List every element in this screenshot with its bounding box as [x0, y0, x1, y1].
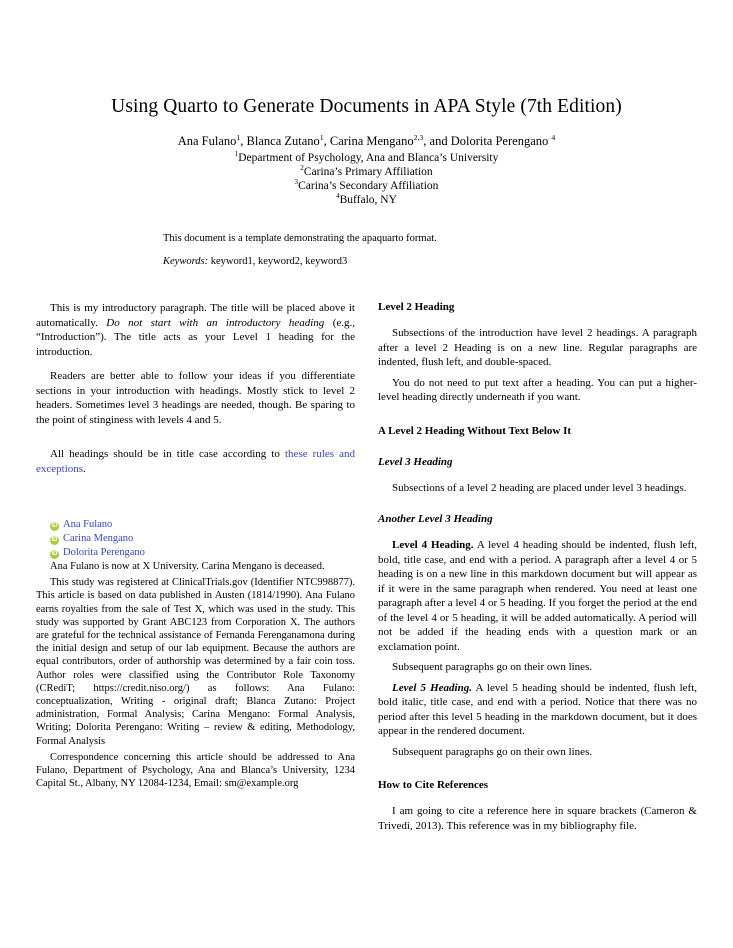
paper-title: Using Quarto to Generate Documents in APA Style (7th Edition): [111, 96, 622, 117]
two-column-body: [36, 301, 697, 839]
author-line: [36, 134, 697, 149]
orcid-author-link-2[interactable]: Carina Mengano: [63, 533, 134, 544]
orcid-author-link-1[interactable]: Ana Fulano: [63, 519, 113, 530]
right-column: [378, 301, 697, 839]
author-4-affil-sup: 4: [551, 132, 556, 142]
intro-paragraph-3: All headings should be in title case according to these rules and exceptions.: [36, 448, 355, 475]
level2-paragraph-1: Subsections of the introduction have level 2 headings. A paragraph after a level 2 Heading is on a new line. Regular paragraphs are indented, flush left, and double-spaced.: [378, 327, 697, 368]
orcid-author-link-3[interactable]: Dolorita Perengano: [63, 547, 145, 558]
author-note-paragraph-2: This study was registered at ClinicalTrials.gov (Identifier NTC998877). This article is based on data published in Austen (1814/1990). Ana Fulano earns royalties from the sale of Test X, which was used in the study. This study was supported by Grant ABC123 from Corporation X. The authors are grateful for the technical assistance of Fernanda Ferenganamona during the initial design and setup of our lab equipment. Because the authors are equal contributors, order of authorship was determined by a fair coin toss. Author roles were classified using the Contributor Role Taxonomy (CRediT; https://credit.niso.org/) as follows: Ana Fulano: conceptualization, Writing - original draft; Blanca Zutano: Project administration, Formal Analysis; Carina Mengano: Formal Analysis, Writing; Dolorita Perengano: Writing – review & editing, Methodology, Formal Analysis: [36, 577, 355, 747]
cite-paragraph: I am going to cite a reference here in square brackets (Cameron & Trivedi, 2013). This reference was in my bibliography file.: [378, 805, 697, 832]
heading-level-2-no-text: A Level 2 Heading Without Text Below It: [378, 424, 572, 437]
keywords-list: keyword1, keyword2, keyword3: [208, 256, 348, 267]
level5-runin-heading: Level 5 Heading.: [392, 681, 472, 694]
author-2: Blanca Zutano$^1$,: [246, 132, 330, 148]
affiliation-2: $^2$Carina’s Primary Affiliation: [300, 164, 433, 178]
author-3-affil-sup: 2,3: [413, 132, 424, 142]
orcid-icon: iD: [51, 551, 58, 557]
author-3: Carina Mengano$^{2,3}$, and: [329, 132, 451, 148]
keywords-line: [163, 256, 697, 267]
author-4: Dolorita Perengano $^4$: [450, 132, 556, 148]
affiliation-1: $^1$Department of Psychology, Ana and Blanca’s University: [234, 150, 499, 164]
author-note-paragraph-3: Correspondence concerning this article should be addressed to Ana Fulano, Department of Psychology, Ana and Blanca’s University, 1234 Capital St., Albany, NY 12084-1234, Email: sm@example.org: [36, 751, 355, 790]
orcid-entry-3: [50, 546, 355, 560]
affiliation-list: [36, 151, 697, 207]
keywords-label: Keywords:: [163, 256, 209, 267]
affiliation-3: $^3$Carina’s Secondary Affiliation: [294, 178, 439, 192]
heading-level-3-another: Another Level 3 Heading: [378, 513, 493, 525]
level4-runin-heading: Level 4 Heading.: [392, 539, 474, 551]
level2-paragraph-2: You do not need to put text after a heading. You can put a higher-level heading directly underneath if you want.: [378, 376, 697, 403]
abstract-text: This document is a template demonstrating the apaquarto format.: [163, 233, 437, 244]
heading-level-3: Level 3 Heading: [378, 455, 453, 468]
orcid-entry-1: [50, 518, 355, 532]
level5-subsequent-paragraph: Subsequent paragraphs go on their own lines.: [392, 745, 593, 758]
orcid-icon: iD: [51, 523, 58, 529]
affiliation-4: $^4$Buffalo, NY: [336, 192, 397, 206]
title-case-rules-link[interactable]: these rules and exceptions: [36, 448, 355, 475]
author-note-paragraph-1: Ana Fulano is now at X University. Carina Mengano is deceased.: [50, 561, 325, 572]
orcid-entry-2: [50, 532, 355, 546]
left-column: [36, 301, 355, 793]
author-1: Ana Fulano$^1$,: [177, 132, 247, 148]
heading-level-2: Level 2 Heading: [378, 301, 455, 313]
level4-paragraph: Level 4 Heading. A level 4 heading should be indented, flush left, bold, title case, and end with a period. A paragraph after a level 4 or 5 heading is on a new line in this markdown document but will appear as if it were in the same paragraph when rendered. You need at least one paragraph after a level 4 or 5 heading. If you forget the period at the end of the level 4 or 5 heading, it will be added automatically. A period will not be added if the heading ends with a question mark or an exclamation point.: [378, 539, 698, 653]
level3-paragraph: Subsections of a level 2 heading are placed under level 3 headings.: [392, 481, 687, 494]
level5-paragraph: Level 5 Heading. A level 5 heading should be indented, flush left, bold italic, title case, and end with a period. Notice that there was no period after this level 5 heading in the markdown document, but it does appear in the rendered document.: [378, 681, 697, 737]
orcid-icon: iD: [51, 537, 58, 543]
intro-paragraph-2: Readers are better able to follow your ideas if you differentiate sections in your introduction with headings. Mostly stick to level 2 headers. Sometimes level 3 headings are needed, though. Be sparing to the point of stinginess with levels 4 and 5.: [36, 370, 355, 426]
heading-how-to-cite: How to Cite References: [378, 779, 489, 791]
author-1-affil-sup: 1: [236, 132, 241, 142]
orcid-block: [36, 518, 355, 560]
author-2-affil-sup: 1: [319, 132, 324, 142]
level4-subsequent-paragraph: Subsequent paragraphs go on their own lines.: [392, 661, 593, 673]
intro-paragraph-1: This is my introductory paragraph. The title will be placed above it automatically. Do not start with an introductory heading (e.g., “Introduction”). The title acts as your Level 1 heading for the introduction.: [36, 302, 356, 358]
